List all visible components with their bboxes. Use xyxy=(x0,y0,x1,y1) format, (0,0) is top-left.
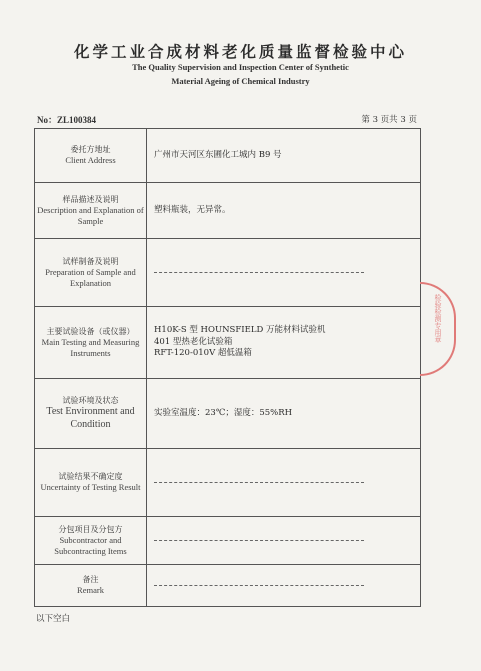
row-client-address xyxy=(35,129,421,183)
value-sample-preparation xyxy=(147,239,421,307)
value-line: 塑料瓶装，无异常。 xyxy=(154,204,231,215)
row-test-environment xyxy=(35,379,421,449)
label-en: Subcontractor and Subcontracting Items xyxy=(54,534,127,556)
center-title-cn: 化学工业合成材料老化质量监督检验中心 xyxy=(73,42,407,61)
value-subcontractor xyxy=(147,517,421,565)
label-uncertainty xyxy=(35,449,147,517)
label-cn: 备注 xyxy=(82,575,99,585)
row-main-instruments xyxy=(35,307,421,379)
row-sample-description xyxy=(35,183,421,239)
row-sample-preparation xyxy=(35,239,421,307)
label-subcontractor xyxy=(35,517,147,565)
report-table xyxy=(34,128,421,607)
label-test-environment xyxy=(35,379,147,449)
blank-dashed-line xyxy=(154,540,364,541)
label-cn: 委托方地址 xyxy=(70,145,111,155)
value-test-environment xyxy=(147,379,421,449)
label-en: Client Address xyxy=(65,155,116,166)
value-main-instruments xyxy=(147,307,421,379)
report-number-label: No： xyxy=(37,115,57,125)
center-title-en-line2: Material Ageing of Chemical Industry xyxy=(171,76,310,86)
value-uncertainty xyxy=(147,449,421,517)
value-sample-description xyxy=(147,183,421,239)
value-line: H10K-S 型 HOUNSFIELD 万能材料试验机 xyxy=(154,324,326,335)
page-indicator: 第 3 页共 3 页 xyxy=(361,115,417,125)
label-sample-preparation xyxy=(35,239,147,307)
label-en: Preparation of Sample and Explanation xyxy=(45,266,136,288)
label-cn: 主要试验设备（或仪器） xyxy=(46,326,135,336)
label-en: Test Environment and Condition xyxy=(46,406,135,430)
report-number-value: ZL100384 xyxy=(57,115,97,125)
label-cn: 样品描述及说明 xyxy=(62,194,119,204)
blank-dashed-line xyxy=(154,585,364,586)
label-main-instruments xyxy=(35,307,147,379)
value-line: 实验室温度：23℃；湿度：55%RH xyxy=(154,407,293,418)
label-en: Description and Explanation of Sample xyxy=(37,204,144,226)
label-cn: 试验环境及状态 xyxy=(62,396,119,405)
seal-text: 检验检测专用章 xyxy=(434,294,442,343)
label-cn: 试样制备及说明 xyxy=(62,256,119,266)
value-remark xyxy=(147,565,421,607)
row-subcontractor xyxy=(35,517,421,565)
value-client-address xyxy=(147,129,421,183)
official-seal-stamp xyxy=(420,282,456,376)
label-en: Remark xyxy=(77,585,104,596)
value-line: RFT-120-010V 超低温箱 xyxy=(154,348,252,359)
row-uncertainty xyxy=(35,449,421,517)
label-client-address xyxy=(35,129,147,183)
label-en: Uncertainty of Testing Result xyxy=(40,482,141,493)
center-title-en-line1: The Quality Supervision and Inspection Center of Synthetic xyxy=(132,62,349,72)
label-cn: 试验结果不确定度 xyxy=(58,472,123,482)
blank-below-note: 以下空白 xyxy=(36,614,71,624)
blank-dashed-line xyxy=(154,482,364,483)
label-remark xyxy=(35,565,147,607)
blank-dashed-line xyxy=(154,272,364,273)
label-cn: 分包项目及分包方 xyxy=(58,524,123,534)
label-sample-description xyxy=(35,183,147,239)
label-en: Main Testing and Measuring Instruments xyxy=(41,336,140,358)
row-remark xyxy=(35,565,421,607)
value-line: 401 型热老化试验箱 xyxy=(154,336,233,347)
value-line: 广州市天河区东圃化工城内 B9 号 xyxy=(154,149,282,160)
report-number xyxy=(37,113,96,126)
